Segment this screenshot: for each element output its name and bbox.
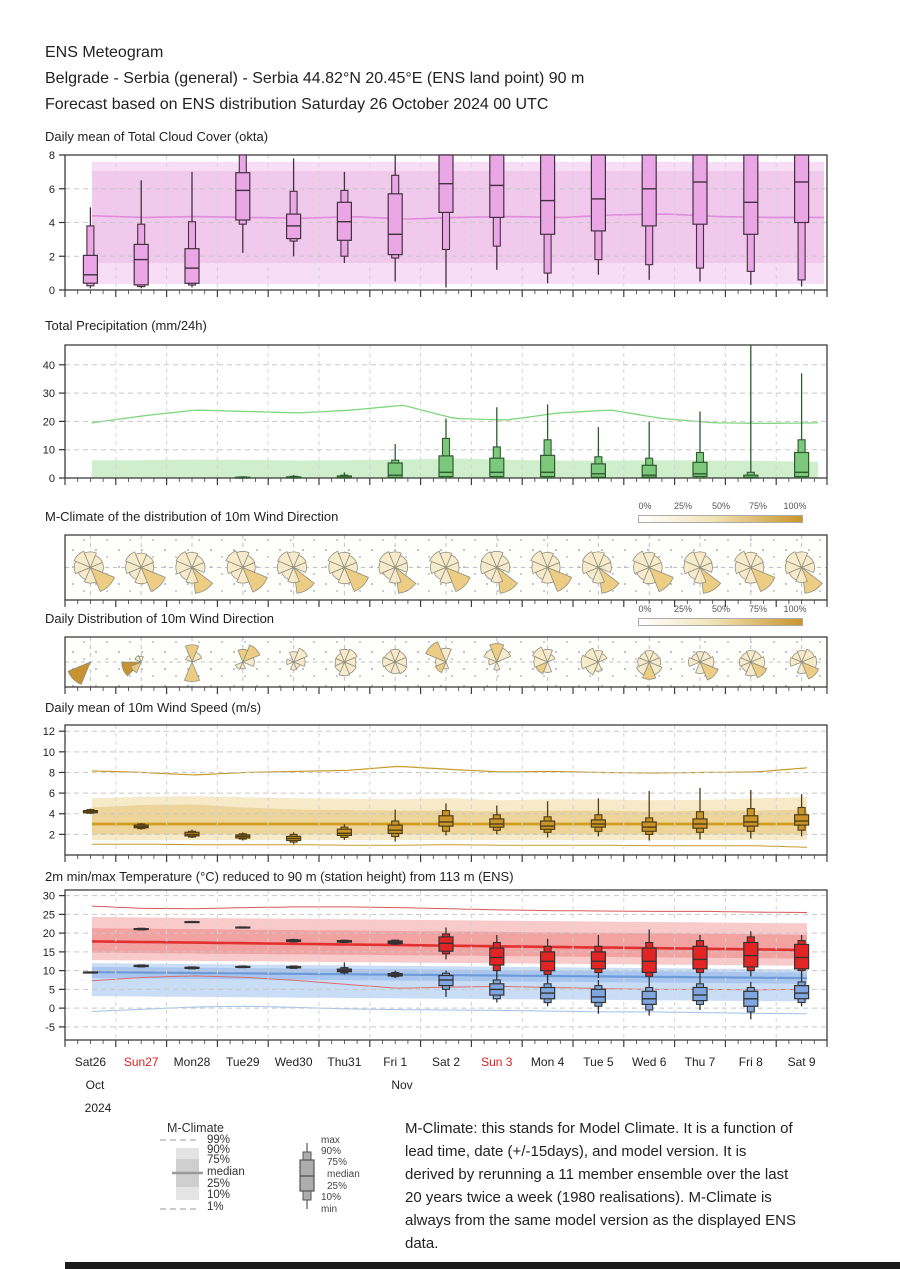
svg-text:10: 10	[42, 444, 55, 457]
legend-label: 10%	[207, 1189, 231, 1201]
svg-text:40: 40	[42, 359, 55, 372]
forecast-base-line: Forecast based on ENS distribution Saturday 26 October 2024 00 UTC	[45, 96, 549, 113]
axis-day-label: Mon28	[173, 1055, 211, 1069]
legend-label: 75%	[207, 1154, 231, 1166]
svg-text:12: 12	[42, 726, 55, 739]
legend-label: median	[207, 1166, 245, 1178]
axis-day-label: Sat26	[74, 1055, 107, 1069]
legend-label: 90%	[207, 1144, 231, 1156]
axis-day-label: Sat 2	[431, 1055, 461, 1069]
legend-title: M-Climate	[167, 1121, 224, 1135]
svg-text:15: 15	[42, 946, 55, 959]
axis-day-label: Wed 6	[631, 1055, 667, 1069]
temperature-chart	[0, 883, 900, 1054]
scale-label: 100%	[783, 501, 807, 511]
wind-direction-mclimate-title: M-Climate of the distribution of 10m Wind Direction	[45, 509, 339, 524]
axis-day-label: Fri 1	[383, 1055, 408, 1069]
scale-label: 0%	[638, 501, 652, 511]
legend-label: 99%	[207, 1134, 231, 1146]
axis-day-label: Thu31	[327, 1055, 362, 1069]
legend-label: median	[327, 1169, 360, 1180]
svg-text:20: 20	[42, 416, 55, 429]
svg-text:20: 20	[42, 928, 55, 941]
scale-label: 25%	[673, 501, 693, 511]
scale-label: 25%	[673, 604, 693, 614]
axis-day-label: Tue 5	[583, 1055, 614, 1069]
temperature-title: 2m min/max Temperature (°C) reduced to 90 m (station height) from 113 m (ENS)	[45, 869, 514, 884]
axis-day-label: Wed30	[274, 1055, 313, 1069]
month-label-nov: Nov	[391, 1078, 413, 1092]
legend-label: 25%	[207, 1178, 231, 1190]
legend-label: 75%	[327, 1157, 348, 1168]
svg-text:8: 8	[48, 767, 55, 780]
axis-day-label: Sun27	[123, 1055, 159, 1069]
page-title: ENS Meteogram	[45, 44, 164, 61]
axis-day-label: Fri 8	[738, 1055, 763, 1069]
location-line: Belgrade - Serbia (general) - Serbia 44.82°N 20.45°E (ENS land point) 90 m	[45, 70, 585, 87]
svg-text:2: 2	[48, 829, 55, 842]
scale-label: 50%	[711, 604, 731, 614]
mclimate-legend-glyph	[150, 1130, 210, 1222]
legend-label: 10%	[321, 1192, 342, 1203]
svg-text:30: 30	[42, 388, 55, 401]
legend-label: 90%	[321, 1146, 342, 1157]
wind-direction-daily-chart	[0, 630, 900, 701]
scale-label: 75%	[748, 604, 768, 614]
svg-text:0: 0	[48, 473, 55, 485]
color-gradient-bar	[638, 618, 803, 626]
legend-label: max	[321, 1135, 340, 1146]
svg-text:10: 10	[42, 746, 55, 759]
svg-text:4: 4	[48, 217, 55, 230]
cloud-cover-chart	[0, 150, 900, 304]
axis-day-label: Mon 4	[530, 1055, 565, 1069]
color-gradient-bar	[638, 515, 803, 523]
scale-label: 75%	[748, 501, 768, 511]
wind-speed-chart	[0, 718, 900, 869]
mclimate-footnote: M-Climate: this stands for Model Climate. It is a function of lead time, date (+/-15days), and model version. It is derived by rerunning a 11 member ensemble over the last 20 years twice a week (1980 realisations). M-Climate is always from the same model version as the displayed ENS data.	[405, 1120, 797, 1252]
wind-direction-mclimate-chart	[0, 528, 900, 614]
svg-text:0: 0	[48, 285, 55, 297]
legend-label: 25%	[327, 1181, 348, 1192]
year-label: 2024	[84, 1101, 112, 1115]
svg-text:5: 5	[48, 984, 55, 997]
wind-speed-title: Daily mean of 10m Wind Speed (m/s)	[45, 700, 262, 715]
axis-day-label: Thu 7	[684, 1055, 716, 1069]
scale-label: 0%	[638, 604, 652, 614]
x-axis-day-labels	[0, 1055, 900, 1071]
boxplot-legend-glyph	[295, 1135, 321, 1217]
precipitation-title: Total Precipitation (mm/24h)	[45, 318, 207, 333]
month-label-oct: Oct	[85, 1078, 105, 1092]
legend-label: 1%	[207, 1201, 224, 1213]
axis-day-label: Tue29	[226, 1055, 260, 1069]
svg-text:6: 6	[48, 788, 55, 801]
svg-text:25: 25	[42, 909, 55, 922]
svg-text:30: 30	[42, 890, 55, 903]
legend-label: min	[321, 1204, 338, 1215]
scale-label: 100%	[783, 604, 807, 614]
axis-day-label: Sun 3	[481, 1055, 513, 1069]
bottom-bar	[65, 1262, 900, 1269]
axis-day-label: Sat 9	[787, 1055, 816, 1069]
svg-text:0: 0	[48, 1003, 55, 1016]
cloud-cover-title: Daily mean of Total Cloud Cover (okta)	[45, 129, 269, 144]
svg-text:4: 4	[48, 808, 55, 821]
precipitation-chart	[0, 338, 900, 492]
wind-direction-daily-title: Daily Distribution of 10m Wind Direction	[45, 611, 275, 626]
svg-text:10: 10	[42, 965, 55, 978]
svg-text:6: 6	[48, 183, 55, 196]
svg-text:-5: -5	[45, 1021, 55, 1034]
svg-text:8: 8	[48, 150, 55, 162]
scale-label: 50%	[711, 501, 731, 511]
svg-text:2: 2	[48, 251, 55, 264]
